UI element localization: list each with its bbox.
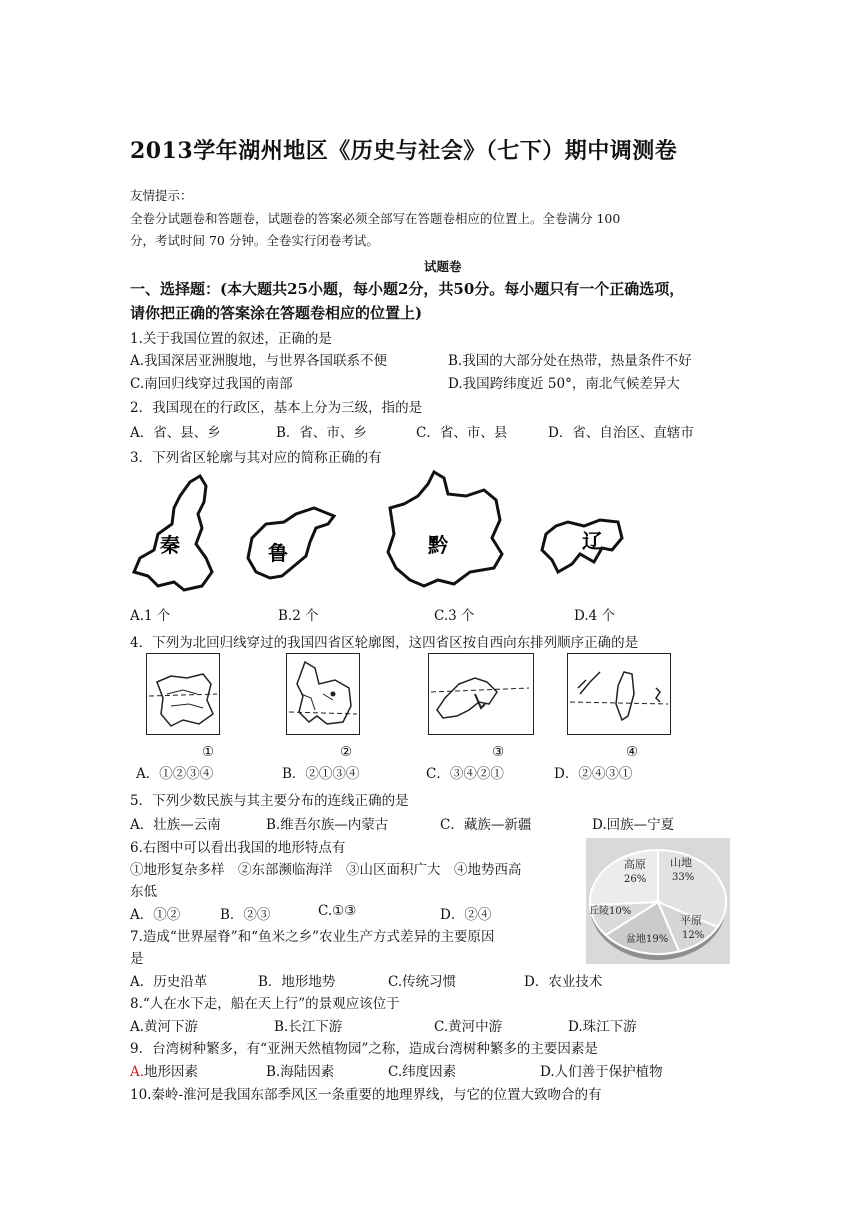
q4-stem: 4．下列为北回归线穿过的我国四省区轮廓图，这四省区按自西向东排列顺序正确的是 — [130, 635, 639, 651]
q3-option-b: B.2 个 — [278, 608, 319, 624]
map-box-1 — [146, 653, 220, 735]
map-box-2 — [286, 653, 360, 735]
q6-option-d: D．②④ — [440, 907, 492, 923]
q8-option-c: C.黄河中游 — [434, 1019, 503, 1035]
q4-option-d: D．②④③① — [554, 766, 633, 782]
map-box-4 — [567, 653, 671, 735]
q6-option-c: C.①③ — [318, 903, 357, 919]
q2-option-d: D．省、自治区、直辖市 — [548, 425, 694, 441]
q8-option-d: D.珠江下游 — [568, 1019, 637, 1035]
q9-option-c: C.纬度因素 — [388, 1064, 457, 1080]
q1-option-c: C.南回归线穿过我国的南部 — [130, 376, 293, 392]
q6-option-a: A．①② — [130, 907, 181, 923]
pie-label-plain: 平原 — [680, 914, 702, 927]
q9-option-a-letter: A. — [130, 1064, 145, 1080]
q3-option-d: D.4 个 — [574, 608, 616, 624]
label-liao: 辽 — [582, 529, 602, 553]
pie-label-plateau-pct: 26% — [624, 874, 647, 885]
q5-option-b: B.维吾尔族—内蒙古 — [266, 817, 389, 833]
label-qin: 秦 — [160, 533, 180, 557]
map-box-3 — [428, 653, 534, 735]
q7-stem-line-2: 是 — [130, 951, 144, 967]
pie-label-mountain-pct: 33% — [672, 872, 695, 883]
q9-option-a — [130, 1060, 198, 1080]
q8-option-a: A.黄河下游 — [130, 1019, 199, 1035]
part1-heading-line-1: 一、选择题：(本大题共25小题，每小题2分，共50分。每小题只有一个正确选项， — [130, 280, 685, 298]
terrain-pie-chart — [586, 838, 730, 964]
guizhou-outline — [388, 472, 502, 586]
q7-option-b: B．地形地势 — [258, 974, 336, 990]
q6-statements-line-1: ①地形复杂多样 ②东部濒临海洋 ③山区面积广大 ④地势西高 — [130, 862, 522, 878]
map-num-3: ③ — [492, 744, 505, 760]
q4-option-c: C．③④②① — [426, 766, 504, 782]
q7-option-c: C.传统习惯 — [388, 974, 457, 990]
q1-option-d: D.我国跨纬度近 50°，南北气候差异大 — [448, 376, 680, 392]
shandong-outline — [248, 508, 334, 578]
q10-stem: 10.秦岭-淮河是我国东部季风区一条重要的地理界线，与它的位置大致吻合的有 — [130, 1087, 602, 1103]
q6-statements-line-2: 东低 — [130, 884, 157, 900]
q8-option-b: B.长江下游 — [274, 1019, 343, 1035]
q5-option-d: D.回族—宁夏 — [592, 817, 675, 833]
q7-option-a: A．历史沿革 — [130, 974, 208, 990]
q1-option-a: A.我国深居亚洲腹地，与世界各国联系不便 — [130, 353, 388, 369]
q1-option-b: B.我国的大部分处在热带，热量条件不好 — [448, 353, 692, 369]
map-num-4: ④ — [626, 744, 639, 760]
q5-stem: 5．下列少数民族与其主要分布的连线正确的是 — [130, 793, 409, 809]
q9-stem: 9．台湾树种繁多，有“亚洲天然植物园”之称，造成台湾树种繁多的主要因素是 — [130, 1041, 598, 1057]
pie-label-plateau: 高原 — [624, 858, 646, 871]
pie-label-basin: 盆地19% — [626, 934, 669, 945]
q6-option-b: B．②③ — [220, 907, 271, 923]
section-label: 试题卷 — [424, 259, 462, 274]
q6-stem: 6.右图中可以看出我国的地形特点有 — [130, 840, 346, 856]
page-title: 2013学年湖州地区《历史与社会》（七下）期中调测卷 — [130, 138, 678, 164]
notice-line-2: 分，考试时间 70 分钟。全卷实行闭卷考试。 — [130, 233, 379, 248]
notice-heading: 友情提示： — [130, 188, 193, 203]
pie-label-plain-pct: 12% — [682, 930, 705, 941]
q5-option-c: C．藏族—新疆 — [440, 817, 532, 833]
q4-option-b: B．②①③④ — [282, 766, 360, 782]
q3-option-a: A.1 个 — [130, 608, 171, 624]
map-num-1: ① — [202, 744, 215, 760]
map-num-2: ② — [340, 744, 353, 760]
q2-option-c: C．省、市、县 — [416, 425, 508, 441]
q5-option-a: A．壮族—云南 — [130, 817, 221, 833]
q8-stem: 8.“人在水下走，船在天上行”的景观应该位于 — [130, 996, 400, 1012]
q9-option-a-text: 地形因素 — [144, 1064, 199, 1080]
pie-label-hill: 丘陵10% — [589, 906, 632, 917]
label-lu: 鲁 — [268, 541, 288, 565]
label-qian: 黔 — [428, 533, 448, 557]
q3-stem: 3．下列省区轮廓与其对应的简称正确的有 — [130, 450, 382, 466]
q9-option-d: D.人们善于保护植物 — [540, 1064, 663, 1080]
notice-line-1: 全卷分试题卷和答题卷，试题卷的答案必须全部写在答题卷相应的位置上。全卷满分 100 — [130, 211, 621, 226]
q7-stem-line-1: 7.造成“世界屋脊”和“鱼米之乡”农业生产方式差异的主要原因 — [130, 929, 495, 945]
q2-option-a: A．省、县、乡 — [130, 425, 221, 441]
q4-option-a: A．①②③④ — [136, 766, 214, 782]
q1-stem: 1.关于我国位置的叙述，正确的是 — [130, 331, 332, 347]
q3-option-c: C.3 个 — [434, 608, 475, 624]
q7-option-d: D．农业技术 — [524, 974, 603, 990]
part1-heading-line-2: 请你把正确的答案涂在答题卷相应的位置上) — [130, 304, 423, 322]
q2-stem: 2．我国现在的行政区，基本上分为三级，指的是 — [130, 400, 423, 416]
q2-option-b: B．省、市、乡 — [276, 425, 367, 441]
q9-option-b: B.海陆因素 — [266, 1064, 335, 1080]
pie-label-mountain: 山地 — [670, 856, 692, 869]
province-outlines — [128, 468, 628, 596]
